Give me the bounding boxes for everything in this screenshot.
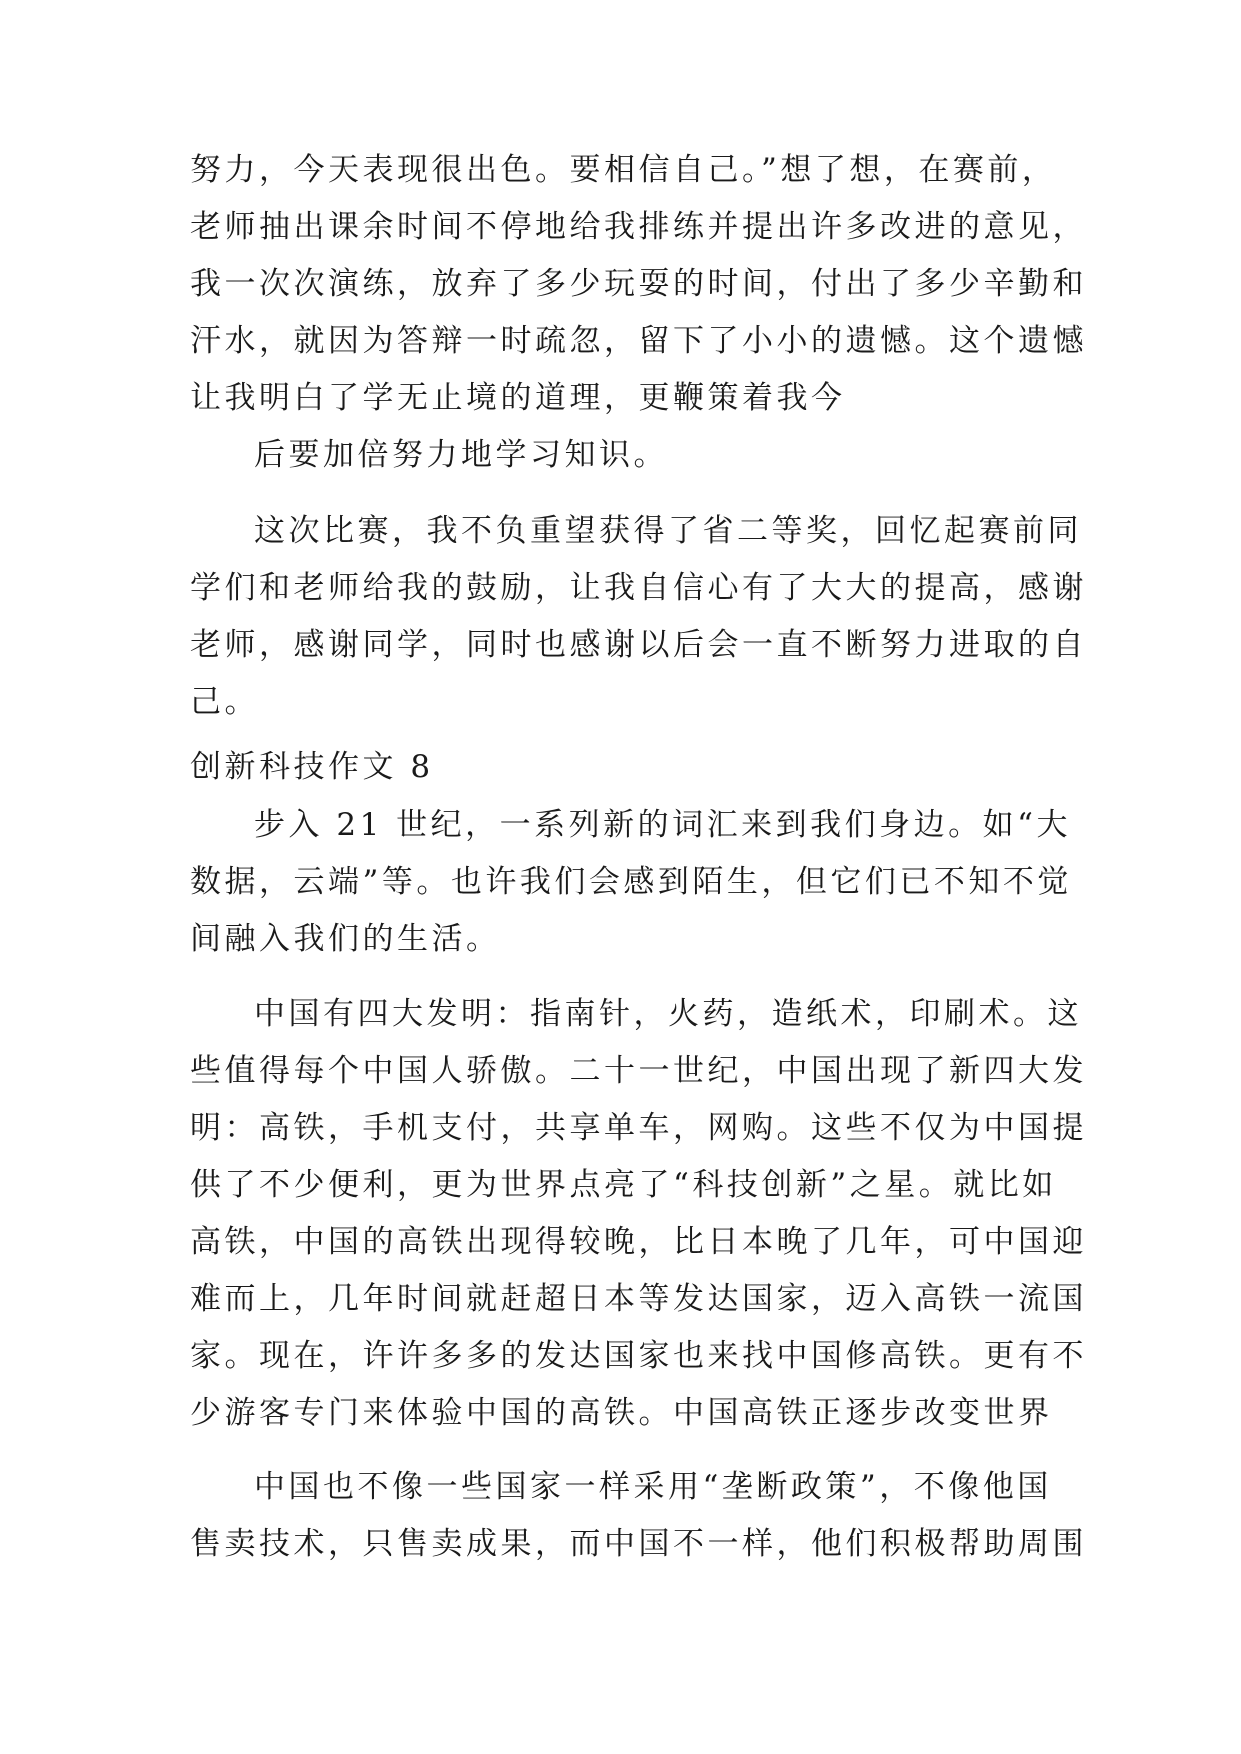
line-text: 中国也不像一些国家一样采用“垄断政策”，不像他国 xyxy=(254,1469,1052,1505)
text-line xyxy=(0,198,1241,256)
line-text: 难而上，几年时间就赶超日本等发达国家，迈入高铁一流国 xyxy=(190,1281,1087,1317)
text-line xyxy=(0,1270,1241,1328)
text-line xyxy=(0,1327,1241,1385)
text-line xyxy=(0,141,1241,199)
text-line xyxy=(0,426,1241,484)
text-line xyxy=(0,1384,1241,1442)
text-line xyxy=(0,559,1241,617)
line-text: 中国有四大发明：指南针，火药，造纸术，印刷术。这 xyxy=(254,996,1082,1032)
line-text: 些值得每个中国人骄傲。二十一世纪，中国出现了新四大发 xyxy=(190,1053,1087,1089)
line-text: 售卖技术，只售卖成果，而中国不一样，他们积极帮助周围 xyxy=(190,1526,1087,1562)
line-text: 我一次次演练，放弃了多少玩耍的时间，付出了多少辛勤和 xyxy=(190,266,1087,302)
text-line xyxy=(0,1099,1241,1157)
line-text: 间融入我们的生活。 xyxy=(190,921,501,957)
section-heading xyxy=(0,738,1241,796)
line-text: 让我明白了学无止境的道理，更鞭策着我今 xyxy=(190,380,846,416)
line-text: 老师抽出课余时间不停地给我排练并提出许多改进的意见， xyxy=(190,209,1087,245)
text-line xyxy=(0,1156,1241,1214)
text-line xyxy=(0,910,1241,968)
text-line xyxy=(0,1213,1241,1271)
line-text: 后要加倍努力地学习知识。 xyxy=(254,437,668,473)
text-line xyxy=(0,312,1241,370)
line-text: 家。现在，许许多多的发达国家也来找中国修高铁。更有不 xyxy=(190,1338,1087,1374)
line-text: 这次比赛，我不负重望获得了省二等奖，回忆起赛前同 xyxy=(254,513,1082,549)
text-line xyxy=(0,796,1241,854)
text-line xyxy=(0,255,1241,313)
text-line xyxy=(0,1458,1241,1516)
text-line xyxy=(0,616,1241,674)
line-text: 老师，感谢同学，同时也感谢以后会一直不断努力进取的自 xyxy=(190,627,1087,663)
text-line xyxy=(0,1515,1241,1573)
line-text: 高铁，中国的高铁出现得较晚，比日本晚了几年，可中国迎 xyxy=(190,1224,1087,1260)
text-line xyxy=(0,369,1241,427)
text-line xyxy=(0,853,1241,911)
line-text: 汗水，就因为答辩一时疏忽，留下了小小的遗憾。这个遗憾 xyxy=(190,323,1087,359)
text-line xyxy=(0,502,1241,560)
line-text: 学们和老师给我的鼓励，让我自信心有了大大的提高，感谢 xyxy=(190,570,1087,606)
line-text: 努力，今天表现很出色。要相信自己。”想了想，在赛前， xyxy=(190,152,1057,188)
line-text: 步入 21 世纪，一系列新的词汇来到我们身边。如“大 xyxy=(254,807,1072,843)
heading-text: 创新科技作文 8 xyxy=(190,749,434,785)
line-text: 己。 xyxy=(190,684,259,720)
text-line xyxy=(0,673,1241,731)
text-line xyxy=(0,985,1241,1043)
line-text: 供了不少便利，更为世界点亮了“科技创新”之星。就比如 xyxy=(190,1167,1057,1203)
line-text: 少游客专门来体验中国的高铁。中国高铁正逐步改变世界 xyxy=(190,1395,1053,1431)
line-text: 数据，云端”等。也许我们会感到陌生，但它们已不知不觉 xyxy=(190,864,1072,900)
text-line xyxy=(0,1042,1241,1100)
line-text: 明：高铁，手机支付，共享单车，网购。这些不仅为中国提 xyxy=(190,1110,1087,1146)
